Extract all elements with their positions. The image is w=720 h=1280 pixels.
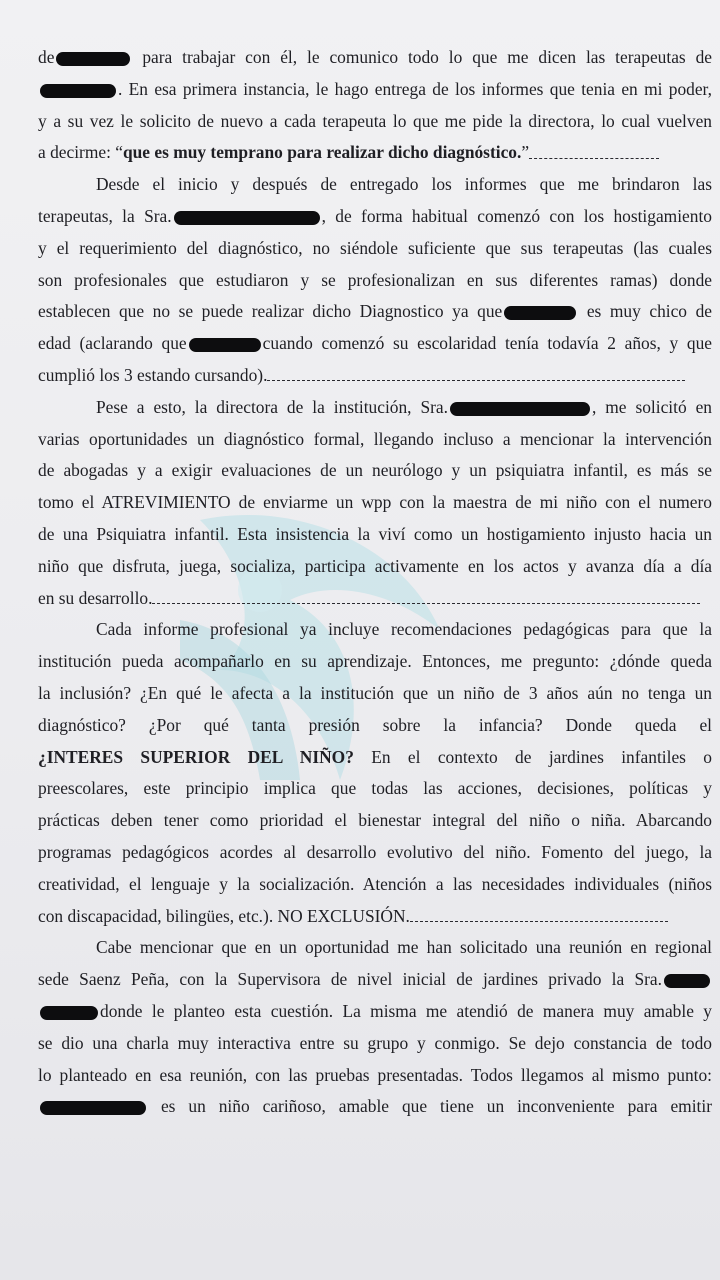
p3-line-1	[38, 392, 712, 424]
p1-line-1	[38, 42, 712, 74]
p4-line-4	[38, 710, 712, 742]
p4-line-2	[38, 646, 712, 678]
text: Pese a esto, la directora de la institución, Sra.	[96, 396, 448, 417]
redaction-bar	[56, 52, 130, 66]
p5-line-2	[38, 964, 712, 996]
p4-line-7	[38, 805, 712, 837]
p3-line-5	[38, 519, 712, 551]
text: lo planteado en esa reunión, con las pruebas presentadas. Todos llegamos al mismo punto:	[38, 1064, 712, 1085]
text: y el requerimiento del diagnóstico, no siéndole suficiente que sus terapeutas (las cuales	[38, 237, 712, 258]
p4-line-3	[38, 678, 712, 710]
text: terapeutas, la Sra.	[38, 205, 172, 226]
p2-line-1	[38, 169, 712, 201]
p1-line-4	[38, 137, 712, 169]
p4-line-6	[38, 773, 712, 805]
p4-line-10	[38, 901, 712, 933]
dash-fill	[410, 913, 668, 922]
dash-fill	[152, 595, 700, 604]
redaction-bar	[40, 1101, 146, 1115]
p5-line-6	[38, 1091, 712, 1123]
text: Cabe mencionar que en un oportunidad me han solicitado una reunión en regional	[96, 937, 712, 958]
text: en su desarrollo.	[38, 587, 153, 608]
p2-line-6	[38, 328, 712, 360]
p2-line-3	[38, 233, 712, 265]
p3-line-4	[38, 487, 712, 519]
p4-line-8	[38, 837, 712, 869]
p2-line-5	[38, 296, 712, 328]
text: Desde el inicio y después de entregado los informes que me brindaron las	[96, 174, 712, 195]
p4-line-9	[38, 869, 712, 901]
redaction-bar	[40, 1006, 98, 1020]
text: donde le planteo esta cuestión. La misma me atendió de manera muy amable y	[100, 1000, 712, 1021]
text: es muy chico de	[586, 301, 712, 322]
p1-line-3	[38, 106, 712, 138]
p3-line-6	[38, 551, 712, 583]
text: creatividad, el lenguaje y la socialización. Atención a las necesidades individuales (niños	[38, 873, 712, 894]
text: tomo el ATREVIMIENTO de enviarme un wpp con la maestra de mi niño con el numero	[38, 492, 712, 513]
p5-line-1	[38, 932, 712, 964]
redaction-bar	[40, 84, 116, 98]
text: de abogadas y a exigir evaluaciones de un neurólogo y un psiquiatra infantil, es más se	[38, 460, 712, 481]
redaction-bar	[450, 402, 590, 416]
p3-line-3	[38, 455, 712, 487]
redaction-bar	[189, 338, 261, 352]
text: niño que disfruta, juega, socializa, participa activamente en los actos y avanza día a día	[38, 555, 712, 576]
text: , de forma habitual comenzó con los hostigamiento	[321, 205, 712, 226]
text: ”	[521, 142, 530, 163]
text: cumplió los 3 estando cursando).	[38, 364, 268, 385]
redaction-bar	[664, 974, 710, 988]
text: la inclusión? ¿En qué le afecta a la institución que un niño de 3 años aún no tenga un	[38, 682, 712, 703]
p4-line-1	[38, 614, 712, 646]
redaction-bar	[504, 306, 576, 320]
text: Cada informe profesional ya incluye recomendaciones pedagógicas para que la	[96, 619, 712, 640]
p2-line-2	[38, 201, 712, 233]
p1-line-2	[38, 74, 712, 106]
p3-line-7	[38, 583, 712, 615]
text: son profesionales que estudiaron y se profesionalizan en sus diferentes ramas) donde	[38, 269, 712, 290]
bold-text: ¿INTERES SUPERIOR DEL NIÑO?	[38, 746, 354, 767]
text: programas pedagógicos acordes al desarrollo evolutivo del niño. Fomento del juego, la	[38, 841, 712, 862]
dash-fill	[529, 150, 659, 159]
p5-line-5	[38, 1060, 712, 1092]
p5-line-3	[38, 996, 712, 1028]
text: con discapacidad, bilingües, etc.). NO EXCLUSIÓN.	[38, 905, 410, 926]
text: institución pueda acompañarlo en su aprendizaje. Entonces, me pregunto: ¿dónde queda	[38, 651, 712, 672]
text: prácticas deben tener como prioridad el bienestar integral del niño o niña. Abarcando	[38, 810, 712, 831]
text: edad (aclarando que	[38, 333, 187, 354]
text: varias oportunidades un diagnóstico formal, llegando incluso a mencionar la intervención	[38, 428, 712, 449]
text: cuando comenzó su escolaridad tenía todavía 2 años, y que	[262, 333, 712, 354]
text: En el contexto de jardines infantiles o	[353, 746, 712, 767]
text: , me solicitó en	[592, 396, 712, 417]
dash-fill	[267, 372, 685, 381]
text: establecen que no se puede realizar dicho Diagnostico ya que	[38, 301, 503, 322]
p3-line-2	[38, 424, 712, 456]
text: para trabajar con él, le comunico todo lo que me dicen las terapeutas de	[142, 47, 712, 67]
text: de	[38, 47, 55, 67]
text: y a su vez le solicito de nuevo a cada terapeuta lo que me pide la directora, lo cual vuelven	[38, 110, 712, 131]
p5-line-4	[38, 1028, 712, 1060]
text: se dio una charla muy interactiva entre su grupo y conmigo. Se dejo constancia de todo	[38, 1032, 712, 1053]
text: . En esa primera instancia, le hago entrega de los informes que tenia en mi poder,	[118, 78, 712, 99]
p4-line-5	[38, 742, 712, 774]
document-body	[38, 42, 712, 1123]
text: sede Saenz Peña, con la Supervisora de nivel inicial de jardines privado la Sra.	[38, 969, 662, 990]
text: de una Psiquiatra infantil. Esta insistencia la viví como un hostigamiento injusto hacia un	[38, 523, 712, 544]
redaction-bar	[174, 211, 320, 225]
text: preescolares, este principio implica que todas las acciones, decisiones, políticas y	[38, 778, 712, 799]
p2-line-4	[38, 265, 712, 297]
quoted-bold-text: que es muy temprano para realizar dicho diagnóstico.	[122, 142, 522, 163]
text: a decirme: “	[38, 142, 123, 163]
text: diagnóstico? ¿Por qué tanta presión sobre la infancia? Donde queda el	[38, 714, 712, 735]
p2-line-7	[38, 360, 712, 392]
text: es un niño cariñoso, amable que tiene un inconveniente para emitir	[160, 1096, 712, 1117]
